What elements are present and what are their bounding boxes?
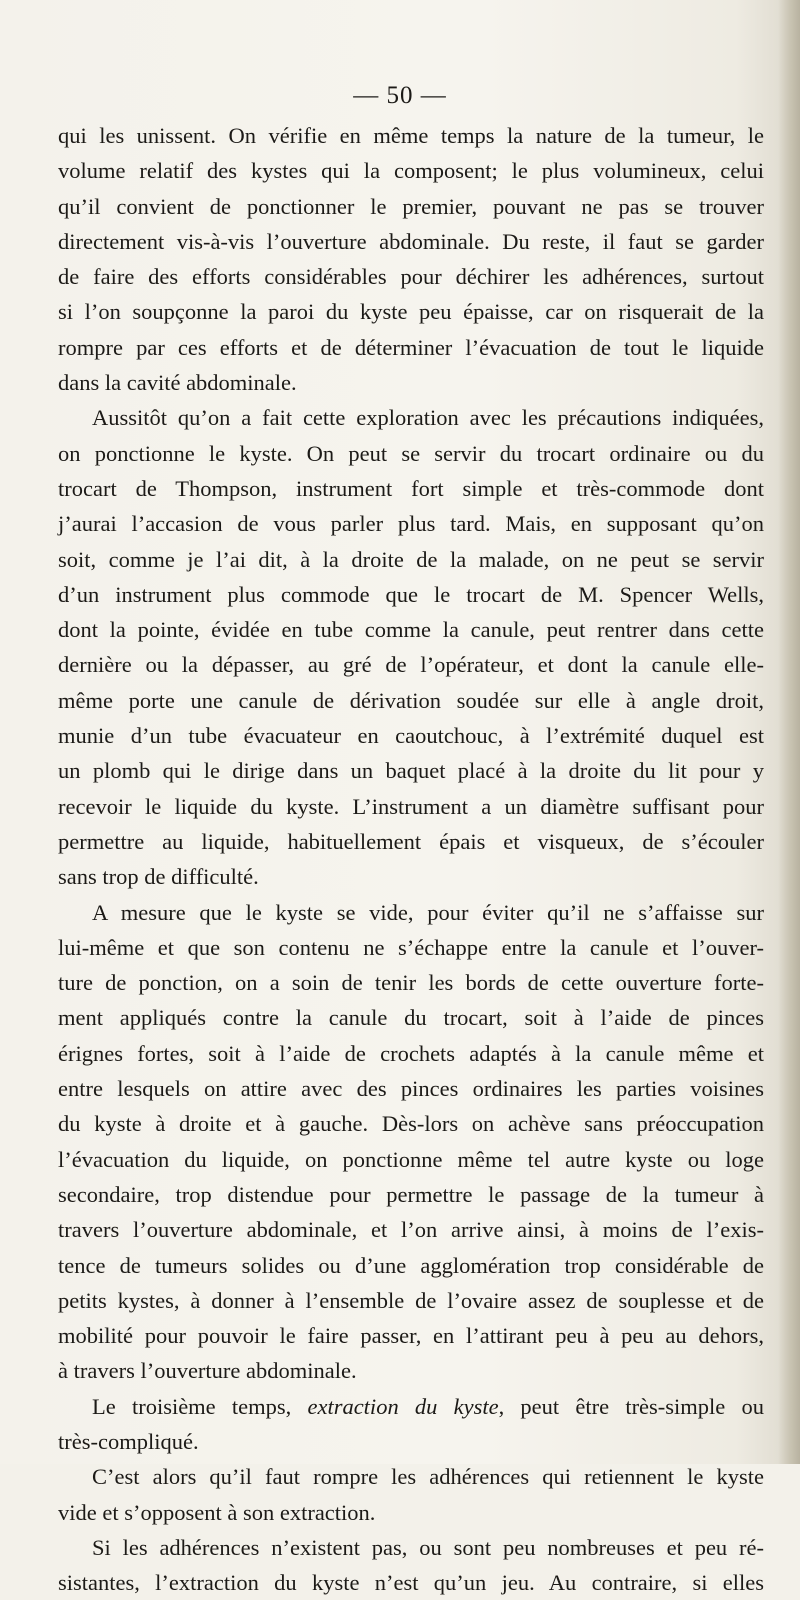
text-line: qu’il convient de ponctionner le premier, pouvant ne pas se trouver [58, 193, 764, 219]
text-line: très-compliqué. [58, 1428, 199, 1454]
text-line: un plomb qui le dirige dans un baquet placé à la droite du lit pour y [58, 758, 764, 784]
text-line: rompre par ces efforts et de déterminer l’évacuation de tout le liquide [58, 334, 764, 360]
text-line: travers l’ouverture abdominale, et l’on arrive ainsi, à moins de l’exis- [58, 1217, 764, 1243]
text-line: munie d’un tube évacuateur en caoutchouc, à l’extrémité duquel est [58, 723, 764, 749]
text-line: du kyste à droite et à gauche. Dès-lors on achève sans préoccupation [58, 1111, 764, 1137]
text-line [58, 1389, 764, 1424]
text-line: entre lesquels on attire avec des pinces ordinaires les parties voisines [58, 1076, 764, 1102]
text-line: Aussitôt qu’on a fait cette exploration avec les précautions indiquées, [92, 405, 764, 431]
text-line: érignes fortes, soit à l’aide de crochets adaptés à la canule même et [58, 1040, 764, 1066]
text-line: dernière ou la dépasser, au gré de l’opérateur, et dont la canule elle- [58, 652, 764, 678]
text-line: secondaire, trop distendue pour permettre le passage de la tumeur à [58, 1181, 764, 1207]
text-line: recevoir le liquide du kyste. L’instrument a un diamètre suffisant pour [58, 793, 764, 819]
text-line: d’un instrument plus commode que le trocart de M. Spencer Wells, [58, 581, 764, 607]
body-text [58, 118, 764, 1600]
text-line: lui-même et que son contenu ne s’échappe entre la canule et l’ouver- [58, 934, 764, 960]
text-line: C’est alors qu’il faut rompre les adhérences qui retiennent le kyste [92, 1464, 764, 1490]
text-line: mobilité pour pouvoir le faire passer, en l’attirant peu à peu au dehors, [58, 1323, 764, 1349]
text-segment: Le troisième temps, [92, 1393, 308, 1419]
text-line: soit, comme je l’ai dit, à la droite de la malade, on ne peut se servir [58, 546, 764, 572]
text-line: vide et s’opposent à son extraction. [58, 1499, 376, 1525]
text-line: tence de tumeurs solides ou d’une agglomération trop considérable de [58, 1252, 764, 1278]
text-line: l’évacuation du liquide, on ponctionne même tel autre kyste ou loge [58, 1146, 764, 1172]
text-line: j’aurai l’accasion de vous parler plus tard. Mais, en supposant qu’on [58, 511, 764, 537]
text-line: Si les adhérences n’existent pas, ou sont peu nombreuses et peu ré- [92, 1534, 764, 1560]
text-line: sistantes, l’extraction du kyste n’est qu’un jeu. Au contraire, si elles [58, 1570, 764, 1596]
text-line: trocart de Thompson, instrument fort simple et très-commode dont [58, 475, 764, 501]
text-line: ture de ponction, on a soin de tenir les bords de cette ouverture forte- [58, 970, 764, 996]
text-line: ment appliqués contre la canule du trocart, soit à l’aide de pinces [58, 1005, 764, 1031]
text-line: à travers l’ouverture abdominale. [58, 1358, 357, 1384]
text-line: si l’on soupçonne la paroi du kyste peu épaisse, car on risquerait de la [58, 299, 764, 325]
text-line: petits kystes, à donner à l’ensemble de l’ovaire assez de souplesse et de [58, 1287, 764, 1313]
page-number: — 50 — [353, 82, 447, 109]
italic-phrase: extraction du kyste [307, 1393, 499, 1419]
text-line: dans la cavité abdominale. [58, 370, 297, 396]
text-line: directement vis-à-vis l’ouverture abdominale. Du reste, il faut se garder [58, 228, 764, 254]
text-segment: , peut être très-simple ou [498, 1393, 765, 1419]
text-line: qui les unissent. On vérifie en même temps la nature de la tumeur, le [58, 123, 764, 148]
text-line: de faire des efforts considérables pour déchirer les adhérences, surtout [58, 264, 764, 290]
page-edge-shadow [778, 0, 800, 1464]
text-line: permettre au liquide, habituellement épais et visqueux, de s’écouler [58, 828, 764, 854]
text-line: sans trop de difficulté. [58, 864, 259, 890]
text-line: volume relatif des kystes qui la composent; le plus volumineux, celui [58, 158, 764, 184]
text-line: A mesure que le kyste se vide, pour éviter qu’il ne s’affaisse sur [92, 899, 764, 925]
text-line: dont la pointe, évidée en tube comme la canule, peut rentrer dans cette [58, 617, 764, 643]
text-line: même porte une canule de dérivation soudée sur elle à angle droit, [58, 687, 764, 713]
text-line: on ponctionne le kyste. On peut se servir du trocart ordinaire ou du [58, 440, 764, 466]
